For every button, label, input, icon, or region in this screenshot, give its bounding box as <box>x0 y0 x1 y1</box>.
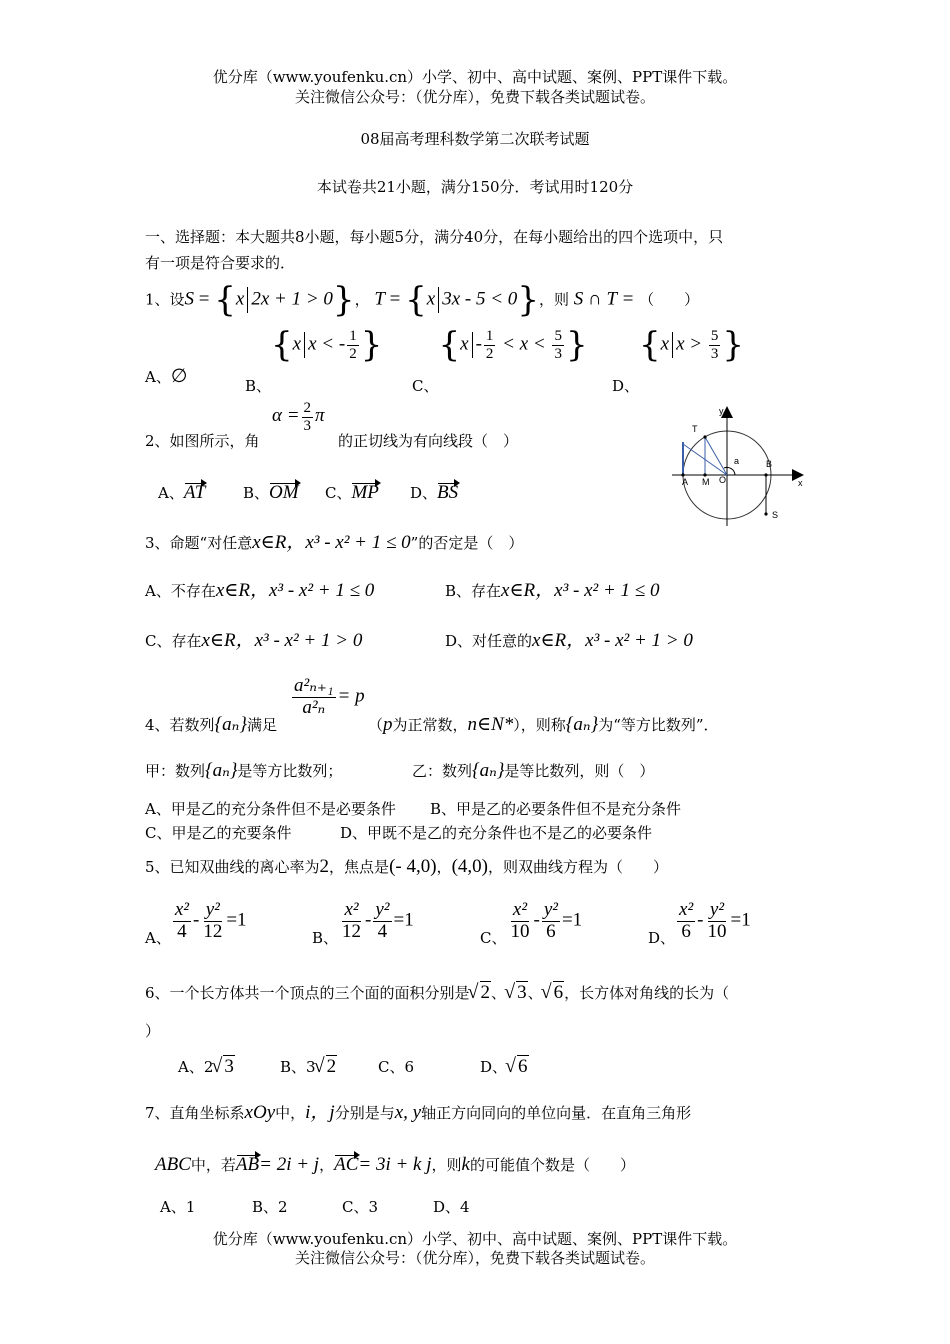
unit-circle-figure <box>670 402 810 532</box>
q4-option-a: A、甲是乙的充分条件但不是必要条件 <box>145 800 396 818</box>
label-t: T <box>692 424 698 434</box>
q5-option-d: D、 $\frac{\text{x²}}{6}$ - $\frac{\text{y²}}{10}$ =1 <box>648 899 751 948</box>
q2-option-b: B、OM <box>243 482 299 503</box>
q2-angle: α = $\frac{2}{3}$ π <box>272 400 325 434</box>
q5-option-c: C、 $\frac{\text{x²}}{10}$ - $\frac{\text{y²}}{6}$ =1 <box>480 899 583 948</box>
q4-ratio: $\frac{\text{a²ₙ₊₁}}{\text{a²ₙ}}$ = p <box>294 675 365 718</box>
q3-option-b: B、存在x∈R，x³ - x² + 1 ≤ 0 <box>445 580 660 601</box>
question-6-stem: 6、一个长方体共一个顶点的三个面的面积分别是√ 2、√ 3、√ 6，长方体对角线的长为（ <box>145 982 729 1005</box>
q3-option-c: C、存在x∈R，x³ - x² + 1 > 0 <box>145 630 363 651</box>
q1-then: ，则 <box>538 290 569 309</box>
q2-option-a: A、AT <box>158 482 206 503</box>
label-alpha: a <box>734 456 740 466</box>
footer-line-2: 关注微信公众号：（优分库），免费下载各类试题试卷。 <box>294 1249 655 1267</box>
q4-option-b: B、甲是乙的必要条件但不是充分条件 <box>430 800 682 818</box>
header-line-2: 关注微信公众号：（优分库），免费下载各类试题试卷。 <box>294 88 655 106</box>
q4-option-c: C、甲是乙的充要条件 <box>145 824 292 842</box>
q4-prefix: 4、若数列{aₙ}满足 <box>145 714 277 735</box>
header-line-1: 优分库（www.youfenku.cn）小学、初中、高中试题、案例、PPT课件下载。 <box>212 68 738 86</box>
q2-option-c: C、MP <box>325 482 379 503</box>
q1-prefix: 1、设 <box>145 290 185 309</box>
q4-statement-yi: 乙：数列{aₙ}是等比数列，则（ ） <box>412 760 655 781</box>
q6-close-paren: ） <box>145 1022 161 1040</box>
point-b <box>764 473 767 476</box>
question-3-stem: 3、命题“对任意x∈R，x³ - x² + 1 ≤ 0”的否定是（ ） <box>145 532 524 553</box>
label-y: y <box>719 406 724 416</box>
section-heading-line-1: 一、选择题：本大题共8小题，每小题5分，满分40分，在每小题给出的四个选项中，只 <box>145 228 724 246</box>
q7-option-c: C、3 <box>342 1198 379 1216</box>
label-m: M <box>702 477 710 487</box>
label-b: B <box>766 459 773 469</box>
q1-option-a: A、∅ <box>145 366 188 387</box>
q1-result: S ∩ T = <box>573 288 635 310</box>
page-subtitle: 本试卷共21小题，满分150分．考试用时120分 <box>316 178 634 196</box>
point-s <box>764 512 767 515</box>
page-title: 08届高考理科数学第二次联考试题 <box>360 130 590 148</box>
question-1-stem: 1、设S = {x 2x + 1 > 0}， T = {x 3x - 5 < 0}，则 S ∩ T = （ ） <box>145 280 700 320</box>
q1-option-b: B、{x x < - $\frac{1}{2}$ } <box>245 325 383 396</box>
q2-prefix: 2、如图所示，角 <box>145 432 260 450</box>
question-5-stem: 5、已知双曲线的离心率为2，焦点是(- 4,0)，(4,0)，则双曲线方程为（ ） <box>145 856 668 877</box>
q2-suffix: 的正切线为有向线段（ ） <box>338 432 519 450</box>
q1-blank: （ ） <box>639 290 700 309</box>
q1-set-t-name: T <box>374 288 385 310</box>
q6-option-b: B、3√ 2 <box>280 1056 337 1079</box>
q6-option-c: C、6 <box>378 1058 415 1076</box>
label-a: A <box>682 477 689 487</box>
q3-option-a: A、不存在x∈R，x³ - x² + 1 ≤ 0 <box>145 580 375 601</box>
label-o: O <box>719 475 727 485</box>
q6-option-a: A、2√ 3 <box>178 1056 235 1079</box>
label-s: S <box>772 510 779 520</box>
terminal-side <box>705 437 727 475</box>
q7-option-b: B、2 <box>252 1198 288 1216</box>
q1-set-s-body: 2x + 1 > 0 <box>251 288 333 310</box>
q7-option-a: A、1 <box>160 1198 196 1216</box>
q1-option-c: C、{x - $\frac{1}{2}$ < x < $\frac{5}{3}$ } <box>412 325 588 396</box>
q6-option-d: D、√ 6 <box>480 1056 529 1079</box>
q4-statement-jia: 甲：数列{aₙ}是等方比数列； <box>145 760 343 781</box>
q1-set-t-body: 3x - 5 < 0 <box>442 288 518 310</box>
q7-option-d: D、4 <box>433 1198 470 1216</box>
q5-option-b: B、 $\frac{\text{x²}}{12}$ - $\frac{\text{y²}}{4}$ =1 <box>312 899 414 948</box>
q2-option-d: D、BS <box>410 482 459 503</box>
q5-option-a: A、 $\frac{\text{x²}}{4}$ - $\frac{\text{y²}}{12}$ =1 <box>145 899 247 948</box>
footer-line-1: 优分库（www.youfenku.cn）小学、初中、高中试题、案例、PPT课件下载。 <box>212 1230 738 1248</box>
section-heading-line-2: 有一项是符合要求的． <box>145 254 296 272</box>
q3-option-d: D、对任意的x∈R，x³ - x² + 1 > 0 <box>445 630 693 651</box>
q1-option-d: D、{x x > $\frac{5}{3}$ } <box>612 325 745 396</box>
question-7-stem-line-2: ABC中，若AB= 2i + j，AC= 3i + k j，则k的可能值个数是（ ） <box>155 1154 635 1175</box>
q3-expression: x∈R，x³ - x² + 1 ≤ 0 <box>252 532 411 553</box>
q4-option-d: D、甲既不是乙的充分条件也不是乙的必要条件 <box>340 824 653 842</box>
label-x: x <box>798 478 803 488</box>
q4-condition: （p为正常数，n∈N*），则称{aₙ}为“等方比数列”． <box>368 714 719 735</box>
q1-set-s-name: S <box>184 288 195 310</box>
point-p <box>703 435 706 438</box>
question-7-stem-line-1: 7、直角坐标系xOy中，i，j分别是与x, y轴正方向同向的单位向量．在直角三角形 <box>145 1102 692 1123</box>
